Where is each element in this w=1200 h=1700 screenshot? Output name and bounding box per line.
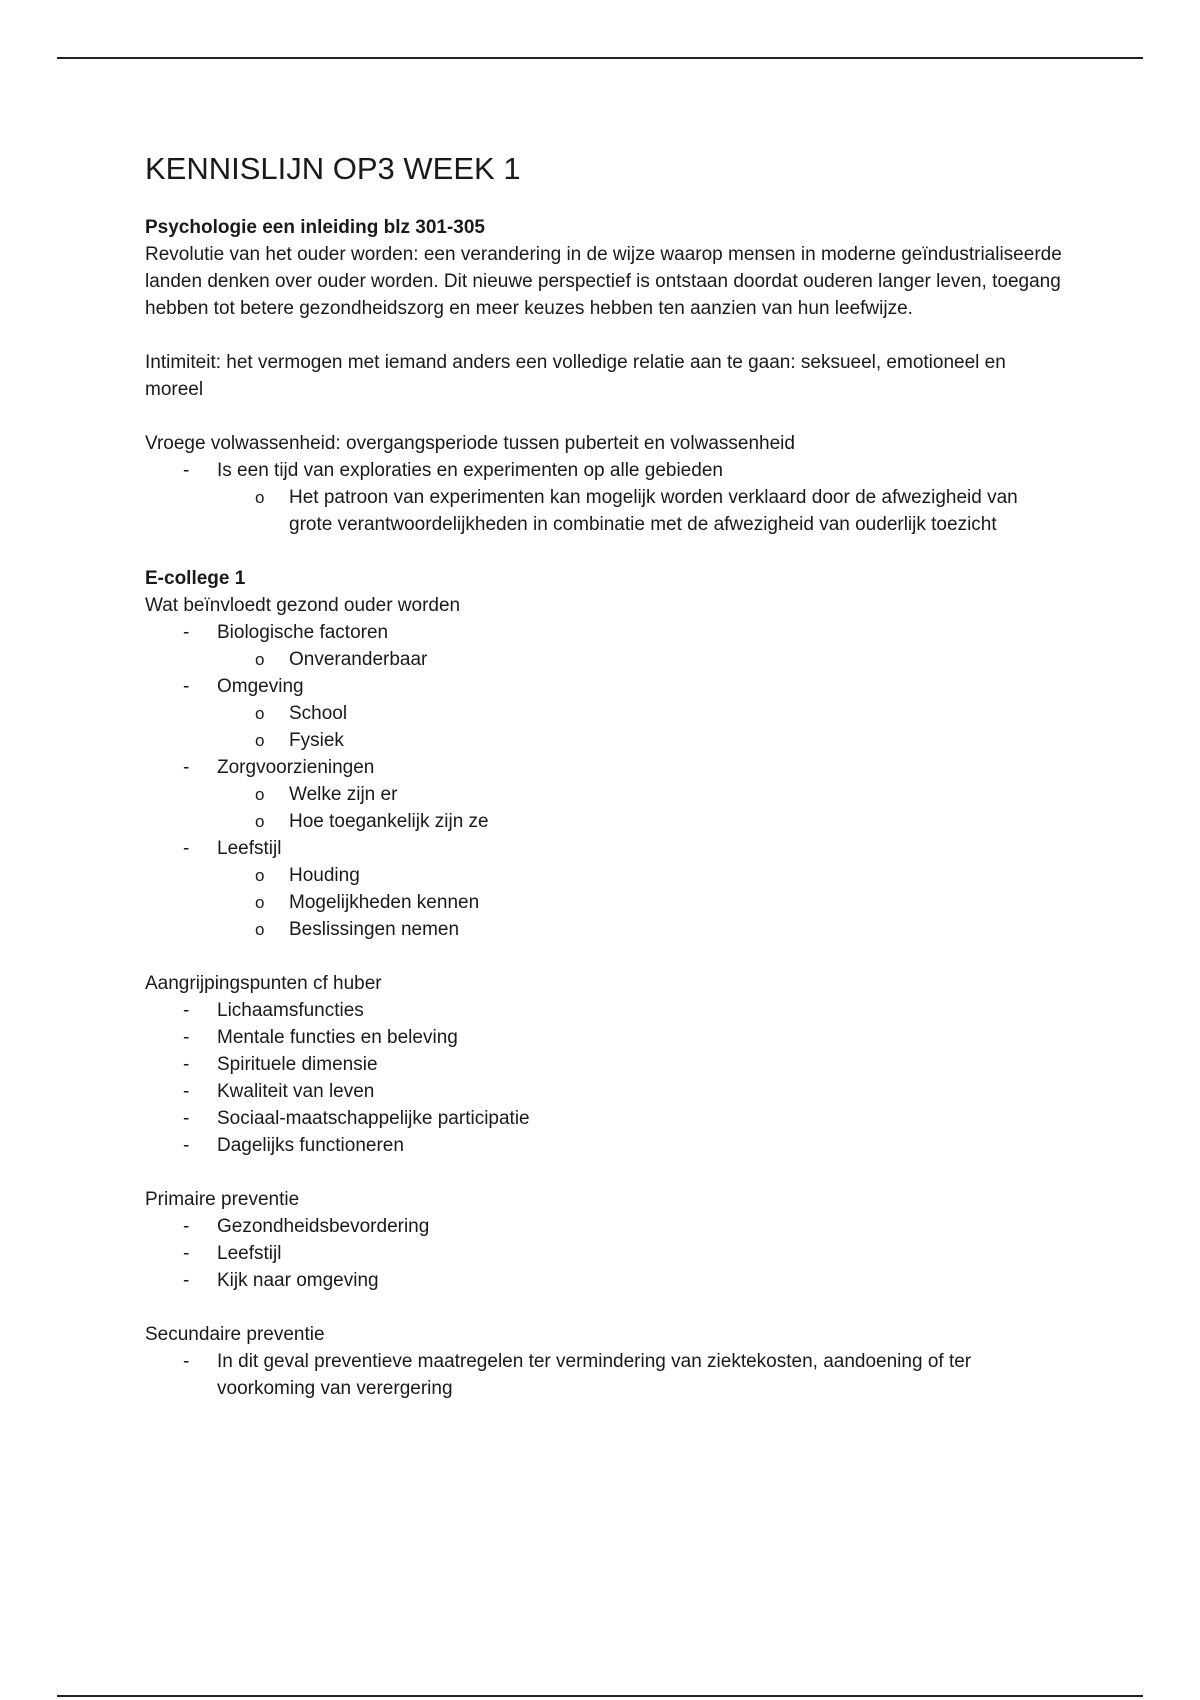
paragraph-secundaire-preventie: Secundaire preventie: [145, 1324, 325, 1345]
sub-list-item-text: School: [289, 703, 348, 724]
list-item-text: Is een tijd van exploraties en experimenten op alle gebieden: [217, 460, 723, 481]
circle-bullet: o: [255, 920, 265, 939]
bottom-rule: [57, 1695, 1143, 1697]
dash-bullet: -: [183, 1000, 190, 1021]
list-item-text: Biologische factoren: [217, 622, 389, 643]
sub-list-item: [217, 646, 1065, 673]
sub-list-item: [217, 916, 1065, 943]
list-item: [145, 835, 1065, 943]
list-item-text: Leefstijl: [217, 1243, 282, 1264]
list-item: [145, 1051, 1065, 1078]
circle-bullet: o: [255, 731, 265, 750]
paragraph-aangrijpingspunten: Aangrijpingspunten cf huber: [145, 973, 382, 994]
paragraph-vroege-volwassenheid: Vroege volwassenheid: overgangsperiode tussen puberteit en volwassenheid: [145, 433, 795, 454]
sub-list-item-text: Fysiek: [289, 730, 344, 751]
list-item: [145, 457, 1065, 538]
dash-bullet: -: [183, 1135, 190, 1156]
circle-bullet: o: [255, 893, 265, 912]
list-item-text: Zorgvoorzieningen: [217, 757, 375, 778]
sub-list: [217, 700, 1065, 754]
dash-bullet: -: [183, 1243, 190, 1264]
dash-bullet: -: [183, 1351, 190, 1372]
list-item-text: Spirituele dimensie: [217, 1054, 378, 1075]
dash-bullet: -: [183, 1054, 190, 1075]
sub-list-item: [217, 727, 1065, 754]
paragraph-intimiteit: Intimiteit: het vermogen met iemand anders een volledige relatie aan te gaan: seksueel, emotioneel en moreel: [145, 352, 1006, 400]
section-heading-ecollege: E-college 1: [145, 568, 246, 589]
list-item-text: Mentale functies en beleving: [217, 1027, 458, 1048]
list-item: [145, 1240, 1065, 1267]
sub-list-item: [217, 781, 1065, 808]
sub-list: [217, 646, 1065, 673]
paragraph-primaire-preventie: Primaire preventie: [145, 1189, 300, 1210]
paragraph-wat-beinvloedt: Wat beïnvloedt gezond ouder worden: [145, 595, 461, 616]
dash-bullet: -: [183, 1270, 190, 1291]
dash-bullet: -: [183, 838, 190, 859]
sub-list-item-text: Welke zijn er: [289, 784, 398, 805]
sub-list-item-text: Mogelijkheden kennen: [289, 892, 480, 913]
dash-list: [145, 619, 1065, 943]
sub-list-item: [217, 484, 1065, 538]
list-item-text: Omgeving: [217, 676, 304, 697]
dash-bullet: -: [183, 622, 190, 643]
sub-list-item: [217, 889, 1065, 916]
dash-list: [145, 1213, 1065, 1294]
list-item-text: Kijk naar omgeving: [217, 1270, 379, 1291]
dash-list: [145, 457, 1065, 538]
dash-bullet: -: [183, 1081, 190, 1102]
list-item-text: In dit geval preventieve maatregelen ter vermindering van ziektekosten, aandoening of ter voorkoming van verergering: [217, 1351, 972, 1399]
sub-list-item-text: Onveranderbaar: [289, 649, 428, 670]
list-item: [145, 1267, 1065, 1294]
circle-bullet: o: [255, 488, 265, 507]
circle-bullet: o: [255, 785, 265, 804]
sub-list-item: [217, 808, 1065, 835]
top-rule: [57, 57, 1143, 59]
sub-list: [217, 484, 1065, 538]
list-item: [145, 1105, 1065, 1132]
document-body: [145, 150, 1065, 1402]
list-item: [145, 754, 1065, 835]
dash-list: [145, 1348, 1065, 1402]
circle-bullet: o: [255, 866, 265, 885]
sub-list-item: [217, 862, 1065, 889]
dash-bullet: -: [183, 460, 190, 481]
list-item: [145, 673, 1065, 754]
dash-bullet: -: [183, 1027, 190, 1048]
paragraph-revolutie: Revolutie van het ouder worden: een verandering in de wijze waarop mensen in moderne geïndustrialiseerde landen denken over ouder worden. Dit nieuwe perspectief is ontstaan doordat ouderen langer leven, toegang hebben tot betere gezondheidszorg en meer keuzes hebben ten aanzien van hun leefwijze.: [145, 244, 1062, 319]
sub-list-item-text: Hoe toegankelijk zijn ze: [289, 811, 489, 832]
circle-bullet: o: [255, 650, 265, 669]
list-item: [145, 1024, 1065, 1051]
dash-bullet: -: [183, 757, 190, 778]
sub-list-item-text: Houding: [289, 865, 360, 886]
sub-list: [217, 862, 1065, 943]
list-item-text: Gezondheidsbevordering: [217, 1216, 430, 1237]
sub-list: [217, 781, 1065, 835]
sub-list-item-text: Beslissingen nemen: [289, 919, 460, 940]
list-item-text: Dagelijks functioneren: [217, 1135, 404, 1156]
list-item-text: Sociaal-maatschappelijke participatie: [217, 1108, 530, 1129]
list-item: [145, 1213, 1065, 1240]
dash-bullet: -: [183, 1216, 190, 1237]
list-item: [145, 619, 1065, 673]
list-item: [145, 1078, 1065, 1105]
list-item: [145, 1348, 1065, 1402]
sub-list-item-text: Het patroon van experimenten kan mogelijk worden verklaard door de afwezigheid van grote verantwoordelijkheden in combinatie met de afwezigheid van ouderlijk toezicht: [289, 487, 1018, 535]
circle-bullet: o: [255, 812, 265, 831]
circle-bullet: o: [255, 704, 265, 723]
list-item-text: Kwaliteit van leven: [217, 1081, 375, 1102]
dash-bullet: -: [183, 676, 190, 697]
dash-bullet: -: [183, 1108, 190, 1129]
list-item: [145, 997, 1065, 1024]
sub-list-item: [217, 700, 1065, 727]
page-title: KENNISLIJN OP3 WEEK 1: [145, 151, 521, 186]
list-item: [145, 1132, 1065, 1159]
list-item-text: Lichaamsfuncties: [217, 1000, 364, 1021]
list-item-text: Leefstijl: [217, 838, 282, 859]
section-heading-psychologie: Psychologie een inleiding blz 301-305: [145, 217, 485, 238]
dash-list: [145, 997, 1065, 1159]
